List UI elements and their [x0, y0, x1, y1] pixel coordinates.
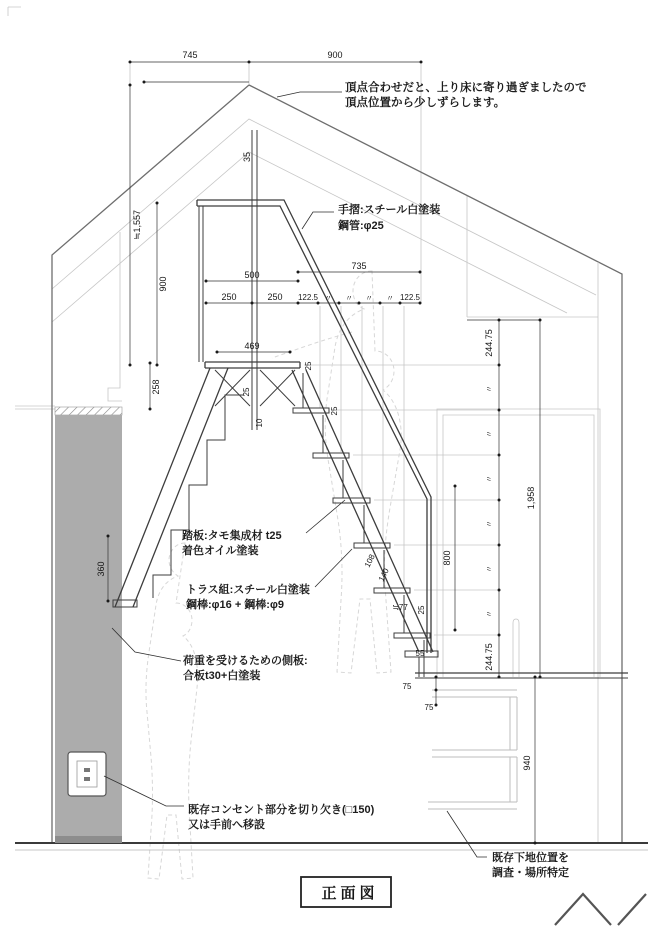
label-outlet-line1: 既存コンセント部分を切り欠き(□150) [188, 804, 375, 816]
dim-25-tread: 25 [330, 406, 339, 416]
dim-108: 108 [362, 552, 377, 569]
label-truss-line2: 鋼棒:φ16 + 鋼棒:φ9 [186, 599, 284, 611]
dim-25-rail: 25 [417, 605, 426, 615]
apex-note-line1: 頂点合わせだと、上り床に寄り過ぎましたので [345, 82, 587, 94]
dim-745: 745 [182, 50, 198, 60]
dim-ditto: 〃 [485, 385, 494, 393]
dim-ditto: 〃 [485, 520, 494, 528]
dim-left-360: 360 [96, 561, 106, 577]
dim-ditto: 〃 [386, 294, 394, 303]
existing-right-wall [437, 409, 600, 677]
dim-left-900: 900 [158, 276, 168, 292]
dim-122-5-b: 122.5 [399, 293, 421, 302]
label-truss-line1: トラス組:スチール白塗装 [186, 584, 310, 596]
existing-substrate-rails [428, 690, 517, 809]
label-outlet-line2: 又は手前へ移設 [188, 819, 265, 831]
dim-900-top: 900 [327, 50, 343, 60]
dim-244-75-bottom: 244.75 [484, 643, 494, 671]
attic-floor [415, 673, 628, 678]
dim-469: 469 [244, 341, 260, 351]
label-substrate-line2: 調査・場所特定 [492, 867, 569, 879]
apex-note-line2: 頂点位置から少しずらします。 [345, 97, 506, 109]
dim-1958: 1,958 [526, 486, 536, 510]
handrail-post [199, 206, 203, 362]
center-mast [252, 130, 257, 430]
dim-500: 500 [244, 270, 260, 280]
dim-ditto: 〃 [485, 610, 494, 618]
dim-940: 940 [522, 755, 532, 771]
dim-77: ≒77 [392, 603, 408, 612]
label-sideboard-line2: 合板t30+白塗装 [183, 670, 261, 682]
dim-75-b: 75 [424, 703, 434, 712]
dim-ditto: 〃 [324, 294, 332, 303]
label-sideboard-line1: 荷重を受けるための側板: [183, 655, 308, 667]
dim-left-258: 258 [151, 379, 161, 395]
view-title: 正面図 [321, 885, 379, 902]
label-substrate-line1: 既存下地位置を [492, 852, 569, 864]
label-handrail-line2: 鋼管:φ25 [338, 220, 384, 232]
dim-left-total: ≒1,557 [132, 209, 142, 241]
dim-apex-offset: 35 [242, 151, 252, 163]
sheet-corner-mark [8, 7, 21, 16]
person-silhouette-center [272, 271, 401, 673]
outlet-symbol [68, 752, 106, 796]
dim-ditto: 〃 [365, 294, 373, 303]
dim-75-a: 75 [402, 682, 412, 691]
label-tread-line1: 踏板:タモ集成材 t25 [182, 530, 282, 542]
dim-ditto: 〃 [485, 475, 494, 483]
dim-ditto: 〃 [345, 294, 353, 303]
left-steps [153, 395, 244, 598]
label-handrail-line1: 手摺:スチール白塗装 [338, 204, 441, 216]
dim-735: 735 [351, 261, 367, 271]
logo-zigzag-icon [555, 894, 646, 925]
dim-122-5-a: 122.5 [297, 293, 319, 302]
right-stringers [292, 370, 433, 652]
dim-ditto: 〃 [485, 565, 494, 573]
dim-55: 55 [415, 649, 425, 658]
view-title-box [301, 877, 391, 907]
dim-250-b: 250 [267, 292, 283, 302]
dim-25-platform: 25 [304, 361, 313, 371]
dim-250-a: 250 [221, 292, 237, 302]
dim-25-left: 25 [242, 387, 251, 397]
label-tread-line2: 着色オイル塗装 [182, 545, 259, 557]
dim-244-75-top: 244.75 [484, 329, 494, 357]
dim-10-mast: 10 [255, 418, 264, 428]
dim-140: 140 [376, 566, 391, 583]
dim-ditto: 〃 [485, 430, 494, 438]
dim-800: 800 [442, 550, 452, 566]
